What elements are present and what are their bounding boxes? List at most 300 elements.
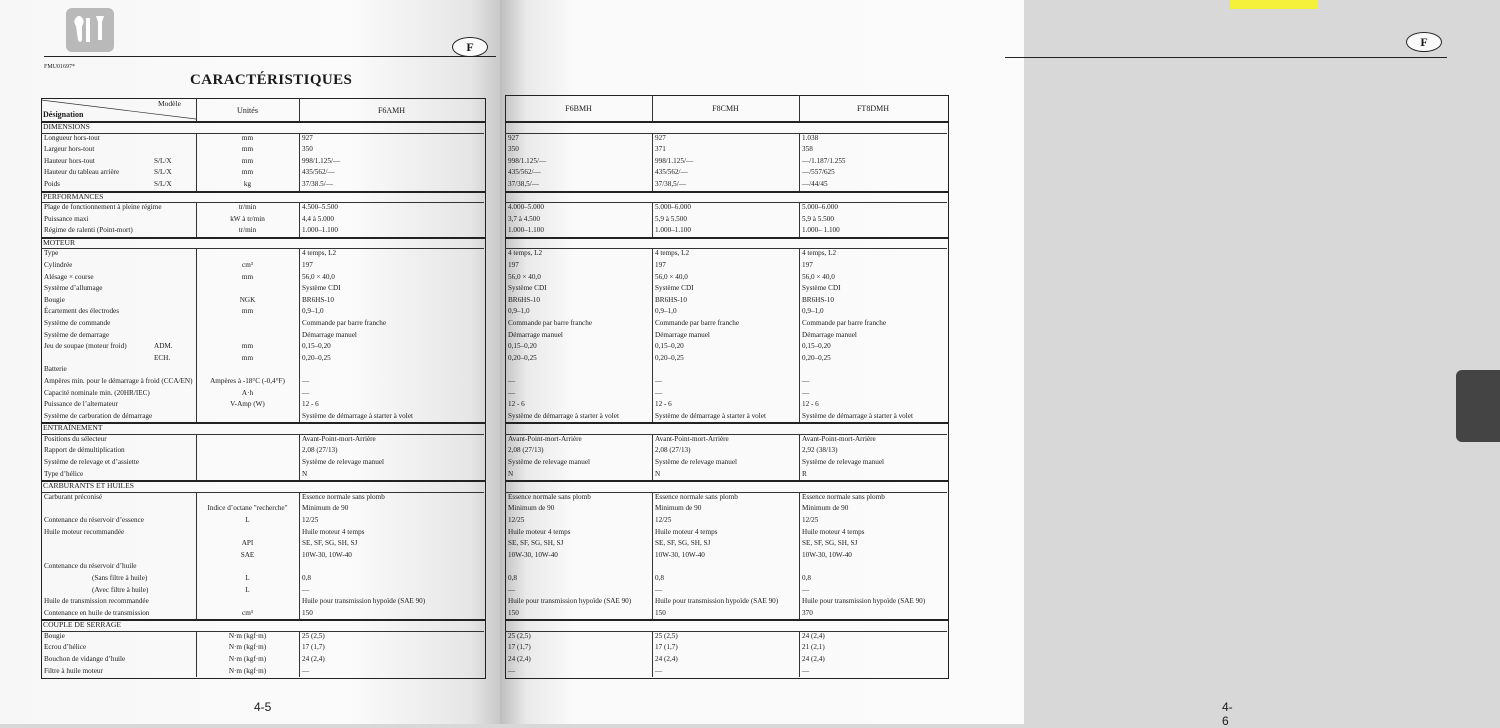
row-value: 350	[302, 145, 313, 154]
row-unit: kW à tr/min	[230, 214, 265, 223]
row-value: Système de démarrage à starter à volet	[802, 411, 913, 420]
row-value: —	[802, 376, 810, 385]
row-unit: mm	[241, 168, 254, 177]
row-value: 12 - 6	[802, 400, 819, 409]
row-value: 435/562/—	[655, 168, 688, 177]
row-value: 2,08 (27/13)	[302, 446, 338, 455]
row-unit: cm³	[242, 260, 253, 269]
row-value: Système de relevage manuel	[655, 458, 738, 466]
row-value: 435/562/—	[508, 168, 541, 177]
row-value: Système CDI	[508, 284, 547, 293]
row-value: 197	[302, 260, 313, 269]
row-unit: mm	[241, 272, 254, 281]
row-value: Essence normale sans plomb	[508, 492, 591, 501]
row-value: 5.000–6.000	[802, 203, 838, 211]
column-rule	[196, 434, 197, 480]
row-value: 927	[302, 133, 313, 142]
row-unit: mm	[241, 353, 254, 362]
row-label: Type d’hélice	[44, 469, 84, 478]
row-value: 12 - 6	[302, 400, 319, 409]
row-value: N	[655, 469, 661, 478]
row-value: Démarrage manuel	[302, 330, 357, 339]
header-unites: Unités	[237, 106, 258, 115]
row-value: 1.038	[802, 133, 819, 142]
section-rule	[41, 202, 484, 203]
column-rule	[799, 202, 800, 237]
section-rule	[505, 248, 947, 249]
row-suffix: ADM.	[154, 342, 173, 351]
row-value: 0,20–0,25	[802, 353, 831, 362]
row-label: Poids	[44, 179, 60, 188]
row-value: Avant-Point-mort-Arrière	[802, 434, 876, 443]
row-label: Cylindrée	[44, 260, 73, 269]
row-value: Huile moteur 4 temps	[802, 527, 865, 536]
row-unit: V-Amp (W)	[230, 400, 265, 409]
row-value: 0,8	[302, 573, 311, 582]
column-rule	[196, 133, 197, 191]
header-rule	[1005, 57, 1447, 58]
row-value: 10W-30, 10W-40	[302, 550, 352, 559]
section-box	[41, 480, 486, 621]
row-value: Démarrage manuel	[508, 330, 563, 339]
column-rule	[299, 631, 300, 677]
row-unit: L	[245, 515, 250, 524]
row-label: Type	[44, 249, 59, 258]
document-reference: FMU01697*	[44, 64, 76, 70]
row-label: Écartement des électrodes	[44, 307, 120, 316]
row-value: 998/1.125/—	[302, 156, 341, 165]
row-value: BR6HS-10	[302, 295, 334, 304]
column-rule	[652, 631, 653, 677]
header-model: F8CMH	[712, 104, 739, 113]
row-value: Essence normale sans plomb	[302, 492, 385, 501]
row-value: 0,8	[508, 573, 517, 582]
row-value: N	[302, 469, 308, 478]
row-unit: N·m (kgf·m)	[228, 655, 267, 663]
page-number: 4-5	[254, 700, 272, 714]
row-value: —	[802, 388, 810, 397]
row-value: 56,0 × 40,0	[802, 272, 835, 281]
section-rule	[41, 492, 484, 493]
section-box	[505, 191, 949, 239]
row-value: 3,7 à 4.500	[508, 214, 540, 223]
column-rule	[652, 434, 653, 480]
row-value: 37/38,5/—	[508, 179, 539, 188]
row-suffix: ECH.	[154, 353, 171, 362]
row-label: Puissance de l’alternateur	[44, 400, 118, 409]
row-value: N	[508, 469, 514, 478]
row-value: 370	[802, 608, 813, 617]
row-value: —	[655, 376, 663, 385]
language-badge: F	[1406, 32, 1442, 52]
row-value: —	[655, 388, 663, 397]
row-label: Bouchon de vidange d’huile	[44, 655, 126, 663]
section-rule	[41, 434, 484, 435]
row-value: 150	[302, 608, 313, 617]
header-modele: Modèle	[158, 99, 181, 108]
row-value: 12/25	[508, 515, 525, 524]
row-value: 197	[802, 260, 813, 269]
row-label: (Avec filtre à huile)	[92, 585, 149, 594]
section-rule	[505, 434, 947, 435]
section-rule	[505, 631, 947, 632]
section-box	[505, 237, 949, 425]
row-value: 4 temps, L2	[802, 249, 837, 258]
column-rule	[652, 202, 653, 237]
row-label: Régime de ralenti (Point-mort)	[44, 226, 133, 235]
yellow-tape	[1230, 0, 1318, 9]
row-value: BR6HS-10	[508, 295, 540, 304]
column-rule	[196, 248, 197, 422]
row-value: 435/562/—	[302, 168, 335, 177]
row-unit: Indice d’octane "recherche"	[207, 504, 288, 513]
row-value: Huile pour transmission hypoïde (SAE 90)	[802, 597, 926, 606]
column-rule	[196, 202, 197, 237]
row-value: SE, SF, SG, SH, SJ	[302, 539, 358, 548]
row-label: Contenance du réservoir d’essence	[44, 515, 144, 524]
section-box	[41, 191, 486, 239]
row-value: 2,92 (38/13)	[802, 446, 838, 455]
row-value: —/557/625	[802, 168, 835, 177]
row-label: Alésage × course	[44, 272, 94, 281]
row-value: —	[508, 388, 516, 397]
row-value: Avant-Point-mort-Arrière	[302, 434, 376, 443]
row-value: —	[508, 376, 516, 385]
row-value: 56,0 × 40,0	[302, 272, 335, 281]
row-value: 0,15–0,20	[655, 342, 684, 351]
row-unit: N·m (kgf·m)	[228, 631, 267, 640]
row-value: Système de démarrage à starter à volet	[508, 411, 619, 420]
row-value: 17 (1,7)	[655, 643, 678, 652]
row-value: 927	[655, 133, 666, 142]
row-value: Commande par barre franche	[508, 318, 593, 327]
column-rule	[799, 492, 800, 620]
row-value: 24 (2,4)	[655, 655, 678, 663]
row-value: Avant-Point-mort-Arrière	[508, 434, 582, 443]
row-value: 24 (2,4)	[508, 655, 531, 663]
row-value: 4 temps, L2	[508, 249, 543, 258]
row-label: Capacité nominale min. (20HR/IEC)	[44, 388, 150, 397]
row-label: Jeu de soupae (moteur froid)	[44, 342, 127, 351]
header-model: FT8DMH	[856, 104, 889, 113]
row-label: Système de demarrage	[44, 330, 110, 339]
row-unit: cm³	[242, 608, 253, 617]
column-rule	[196, 631, 197, 677]
row-value: Système CDI	[802, 284, 841, 293]
row-value: SE, SF, SG, SH, SJ	[508, 539, 564, 548]
section-box	[41, 619, 486, 679]
row-value: 927	[508, 133, 519, 142]
row-value: 0,20–0,25	[508, 353, 537, 362]
row-label: Système d’allumage	[44, 284, 103, 293]
row-label: Système de relevage et d’assiette	[44, 458, 139, 466]
row-value: 0,20–0,25	[302, 353, 331, 362]
section-title: PERFORMANCES	[43, 191, 104, 201]
row-value: 21 (2,1)	[802, 643, 825, 652]
row-label: Ecrou d’hélice	[44, 643, 87, 652]
row-value: 17 (1,7)	[302, 643, 325, 652]
row-value: 1.000–1.100	[655, 226, 691, 235]
column-rule	[652, 248, 653, 422]
row-value: 10W-30, 10W-40	[655, 550, 705, 559]
row-value: 0,15–0,20	[508, 342, 537, 351]
row-value: Huile moteur 4 temps	[655, 527, 718, 536]
row-value: Démarrage manuel	[802, 330, 857, 339]
section-title: ENTRAÎNEMENT	[43, 423, 103, 433]
row-value: 0,8	[802, 573, 811, 582]
row-value: Démarrage manuel	[655, 330, 710, 339]
row-value: 0,15–0,20	[302, 342, 331, 351]
row-value: Minimum de 90	[655, 504, 702, 513]
row-value: 150	[508, 608, 519, 617]
row-value: 37/38,5/—	[655, 179, 686, 188]
row-unit: mm	[241, 133, 254, 142]
row-suffix: S/L/X	[154, 156, 172, 165]
row-value: BR6HS-10	[802, 295, 834, 304]
row-value: —	[302, 388, 310, 397]
row-value: 5,9 à 5.500	[802, 214, 834, 223]
row-value: 1.000– 1.100	[802, 226, 840, 235]
row-unit: mm	[241, 156, 254, 165]
row-value: 998/1.125/—	[655, 156, 694, 165]
row-value: Essence normale sans plomb	[655, 492, 738, 501]
row-value: Système de relevage manuel	[508, 458, 591, 466]
section-title: DIMENSIONS	[43, 122, 90, 131]
column-rule	[652, 492, 653, 620]
section-box	[505, 619, 949, 679]
row-value: Essence normale sans plomb	[802, 492, 885, 501]
row-value: 0,20–0,25	[655, 353, 684, 362]
row-value: 998/1.125/—	[508, 156, 547, 165]
row-label: Huile de transmission recommandée	[44, 597, 149, 606]
section-rule	[41, 133, 484, 134]
row-value: Huile pour transmission hypoïde (SAE 90)	[655, 597, 779, 606]
row-value: 12/25	[802, 515, 819, 524]
row-value: 25 (2,5)	[508, 631, 531, 640]
row-value: Commande par barre franche	[302, 318, 387, 327]
row-value: —	[302, 376, 310, 385]
row-value: 25 (2,5)	[655, 631, 678, 640]
section-box	[505, 480, 949, 621]
row-unit: L	[245, 573, 250, 582]
row-value: 371	[655, 145, 666, 154]
page-number: 4-6	[1222, 700, 1233, 728]
row-value: 37/38.5/—	[302, 179, 333, 188]
row-label: Plage de fonctionnement à pleine régime	[44, 203, 162, 211]
row-label: Longueur hors-tout	[44, 133, 100, 142]
row-value: 358	[802, 145, 813, 154]
column-rule	[652, 133, 653, 191]
row-label: Puissance maxi	[44, 214, 89, 223]
row-label: Contenance du réservoir d’huile	[44, 562, 137, 571]
row-value: 56,0 × 40,0	[655, 272, 688, 281]
row-unit: tr/min	[238, 203, 257, 211]
tools-icon	[66, 8, 114, 52]
row-value: Système de démarrage à starter à volet	[302, 411, 413, 420]
row-value: 5,9 à 5.500	[655, 214, 687, 223]
row-value: 0,9–1,0	[508, 307, 530, 316]
row-value: —	[508, 585, 516, 594]
row-unit: Ampères à -18°C (-0,4°F)	[210, 376, 285, 385]
row-unit: mm	[241, 145, 254, 154]
header-designation: Désignation	[43, 110, 84, 119]
row-value: 0,9–1,0	[655, 307, 677, 316]
row-value: 24 (2,4)	[802, 631, 825, 640]
row-value: —	[802, 585, 810, 594]
row-value: 197	[508, 260, 519, 269]
row-value: 197	[655, 260, 666, 269]
row-unit: tr/min	[238, 226, 257, 235]
column-rule	[299, 434, 300, 480]
row-value: 24 (2,4)	[802, 655, 825, 663]
row-label: Contenance en huile de transmission	[44, 608, 150, 617]
row-value: —	[302, 666, 310, 675]
section-box	[41, 422, 486, 482]
row-unit: A·h	[241, 388, 254, 397]
row-value: Système de démarrage à starter à volet	[655, 411, 766, 420]
row-value: —	[655, 666, 663, 675]
row-value: —/1.187/1.255	[802, 156, 846, 165]
row-value: 1.000–1.100	[302, 226, 338, 235]
column-rule	[299, 248, 300, 422]
section-box	[41, 237, 486, 425]
row-value: 56,0 × 40,0	[508, 272, 541, 281]
header-model: F6BMH	[565, 104, 592, 113]
row-value: 0,9–1,0	[302, 307, 324, 316]
row-label: Carburant préconisé	[44, 492, 103, 501]
left-page	[0, 0, 500, 724]
column-rule	[799, 434, 800, 480]
section-box	[505, 422, 949, 482]
right-page	[500, 0, 1428, 728]
row-value: 0,8	[655, 573, 664, 582]
row-unit: N·m (kgf·m)	[228, 643, 267, 652]
row-value: 12 - 6	[508, 400, 525, 409]
row-value: Minimum de 90	[802, 504, 849, 513]
row-value: 2,08 (27/13)	[655, 446, 691, 455]
column-rule	[799, 248, 800, 422]
row-unit: kg	[243, 179, 252, 188]
section-rule	[41, 248, 484, 249]
row-value: Huile moteur 4 temps	[302, 527, 365, 536]
row-unit: API	[241, 539, 254, 548]
row-value: 0,9–1,0	[802, 307, 824, 316]
row-value: SE, SF, SG, SH, SJ	[655, 539, 711, 548]
column-rule	[799, 133, 800, 191]
language-badge: F	[452, 37, 488, 57]
row-value: Système CDI	[302, 284, 341, 293]
row-value: 5.000–6.000	[655, 203, 691, 211]
row-label: Largeur hors-tout	[44, 145, 95, 154]
row-label: Hauteur du tableau arrière	[44, 168, 120, 177]
row-unit: NGK	[239, 295, 256, 304]
row-value: —	[302, 585, 310, 594]
section-tab	[1456, 370, 1500, 442]
row-value: Huile moteur 4 temps	[508, 527, 571, 536]
row-unit: L	[245, 585, 250, 594]
row-label: Huile moteur recommandée	[44, 527, 125, 536]
column-rule	[299, 133, 300, 191]
row-value: Système CDI	[655, 284, 694, 293]
row-value: 1.000–1.100	[508, 226, 544, 235]
row-value: Système de relevage manuel	[302, 458, 385, 466]
row-value: Minimum de 90	[302, 504, 349, 513]
row-value: —	[655, 585, 663, 594]
row-value: 24 (2,4)	[302, 655, 325, 663]
row-value: 4 temps, L2	[655, 249, 690, 258]
row-unit: mm	[241, 307, 254, 316]
row-unit: N·m (kgf·m)	[228, 666, 267, 675]
row-label: Positions du sélecteur	[44, 434, 107, 443]
row-label: Filtre à huile moteur	[44, 666, 103, 675]
row-value: BR6HS-10	[655, 295, 687, 304]
column-rule	[196, 492, 197, 620]
section-rule	[505, 133, 947, 134]
row-value: Huile pour transmission hypoïde (SAE 90)	[302, 597, 426, 606]
row-value: 10W-30, 10W-40	[802, 550, 852, 559]
row-label: Batterie	[44, 365, 67, 374]
column-rule	[299, 202, 300, 237]
row-value: 25 (2,5)	[302, 631, 325, 640]
row-value: Système de relevage manuel	[802, 458, 885, 466]
row-label: (Sans filtre à huile)	[92, 573, 148, 582]
row-value: 12 - 6	[655, 400, 672, 409]
page-title: CARACTÉRISTIQUES	[190, 72, 353, 88]
row-value: 4,4 à 5.000	[302, 214, 334, 223]
row-label: Ampères min. pour le démarrage à froid (CCA/EN)	[44, 376, 193, 385]
column-rule	[299, 492, 300, 620]
row-value: 4.500–5.500	[302, 203, 338, 211]
row-value: 2,08 (27/13)	[508, 446, 544, 455]
row-value: 0,15–0,20	[802, 342, 831, 351]
section-rule	[41, 631, 484, 632]
row-value: 10W-30, 10W-40	[508, 550, 558, 559]
row-unit: mm	[241, 342, 254, 351]
row-label: Rapport de démultiplication	[44, 446, 125, 455]
row-suffix: S/L/X	[154, 179, 172, 188]
row-value: 12/25	[655, 515, 672, 524]
row-value: 17 (1,7)	[508, 643, 531, 652]
section-rule	[505, 492, 947, 493]
row-value: 4 temps, L2	[302, 249, 337, 258]
row-value: Commande par barre franche	[802, 318, 887, 327]
row-unit: SAE	[240, 550, 255, 559]
column-rule	[799, 631, 800, 677]
row-value: 150	[655, 608, 666, 617]
row-value: 350	[508, 145, 519, 154]
row-label: Bougie	[44, 631, 65, 640]
row-value: Huile pour transmission hypoïde (SAE 90)	[508, 597, 632, 606]
header-rule	[44, 56, 496, 57]
row-value: —	[508, 666, 516, 675]
row-label: Système de commande	[44, 318, 111, 327]
row-value: —	[802, 666, 810, 675]
row-value: Commande par barre franche	[655, 318, 740, 327]
row-value: Minimum de 90	[508, 504, 555, 513]
section-title: CARBURANTS ET HUILES	[43, 481, 134, 491]
row-value: R	[802, 469, 807, 478]
row-value: 4.000–5.000	[508, 203, 544, 211]
row-label: Système de carburation de démarrage	[44, 411, 153, 420]
section-rule	[505, 202, 947, 203]
header-model: F6AMH	[377, 106, 406, 115]
section-title: COUPLE DE SERRAGE	[43, 620, 122, 630]
row-value: —/44/45	[802, 179, 828, 188]
row-label: Bougie	[44, 295, 65, 304]
row-label: Hauteur hors-tout	[44, 156, 95, 165]
row-value: Avant-Point-mort-Arrière	[655, 434, 729, 443]
row-value: 12/25	[302, 515, 319, 524]
